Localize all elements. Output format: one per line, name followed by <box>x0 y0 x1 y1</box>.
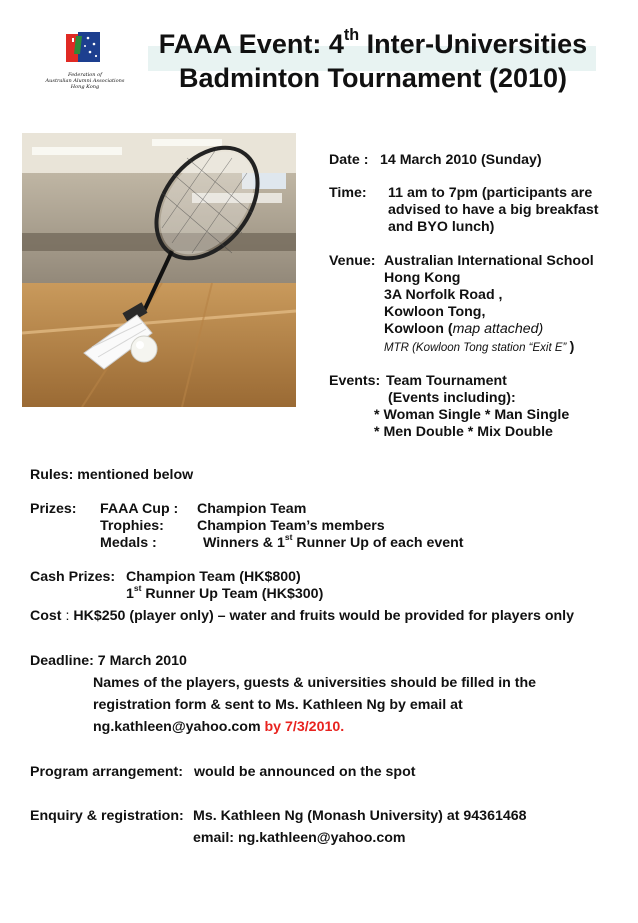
cash-label: Cash Prizes: <box>30 569 116 585</box>
deadline-heading: Deadline: 7 March 2010 <box>30 653 187 669</box>
prize-medals-pre: Winners & 1 <box>203 535 285 551</box>
venue-label: Venue: <box>329 253 376 269</box>
venue-map-note: map attached) <box>452 321 544 337</box>
cash-line-1: Champion Team (HK$800) <box>126 569 301 585</box>
venue-line-5 <box>384 321 543 338</box>
cost-line <box>30 608 574 625</box>
date-value: 14 March 2010 (Sunday) <box>380 152 542 168</box>
enquiry-label: Enquiry & registration: <box>30 808 184 824</box>
badminton-racket-shuttlecock-icon <box>22 133 296 407</box>
logo-line2: Australian Alumni Associations <box>45 78 125 84</box>
program-value: would be announced on the spot <box>194 764 416 780</box>
time-line-1: 11 am to 7pm (participants are <box>388 185 593 201</box>
logo-line1: Federation of <box>68 72 102 78</box>
events-line-3: * Woman Single * Man Single <box>374 407 570 423</box>
deadline-email: ng.kathleen@yahoo.com <box>93 719 265 735</box>
venue-line-3: 3A Norfolk Road , <box>384 287 503 303</box>
prize-trophies-name: Trophies: <box>100 518 164 534</box>
rules-text: Rules: mentioned below <box>30 467 194 483</box>
prize-medals-value <box>203 531 464 552</box>
badminton-photo <box>22 133 296 407</box>
venue-mtr-close: ) <box>569 339 575 355</box>
prize-medals-post: Runner Up of each event <box>292 535 464 551</box>
venue-mtr-text: MTR (Kowloon Tong station “Exit E” <box>384 342 570 354</box>
enquiry-value: Ms. Kathleen Ng (Monash University) at 94361468 <box>193 808 527 824</box>
cost-text: HK$250 (player only) – water and fruits would be provided for players only <box>73 608 574 624</box>
cash-line-2 <box>126 582 324 603</box>
events-line-4: * Men Double * Mix Double <box>374 424 553 440</box>
prizes-label: Prizes: <box>30 501 77 517</box>
enquiry-email: email: ng.kathleen@yahoo.com <box>193 830 406 846</box>
logo-line3: Hong Kong <box>70 84 100 90</box>
cash-line2-post: Runner Up Team (HK$300) <box>141 586 324 602</box>
venue-mtr <box>384 339 574 357</box>
events-label: Events: <box>329 373 381 389</box>
faaa-logo <box>45 32 125 96</box>
title-line2: Badminton Tournament (2010) <box>178 63 568 93</box>
events-line-2: (Events including): <box>388 390 516 406</box>
title-line1-suffix: Inter-Universities <box>359 29 588 59</box>
prize-cup-value: Champion Team <box>197 501 307 517</box>
venue-kowloon: Kowloon ( <box>384 321 453 337</box>
time-label: Time: <box>329 185 367 201</box>
title-line1-sup: th <box>343 25 360 44</box>
venue-line-2: Hong Kong <box>384 270 461 286</box>
date-label: Date : <box>329 152 369 168</box>
prize-cup-name: FAAA Cup : <box>100 501 179 517</box>
title-line1-prefix: FAAA Event: 4 <box>158 29 344 59</box>
program-label: Program arrangement: <box>30 764 183 780</box>
time-line-3: and BYO lunch) <box>388 219 495 235</box>
prize-medals-name: Medals : <box>100 535 157 551</box>
prize-trophies-value: Champion Team’s members <box>197 518 385 534</box>
prize-medals-sup: st <box>284 531 293 542</box>
deadline-line-3 <box>93 719 344 736</box>
faaa-logo-icon <box>50 32 120 66</box>
cash-line2-pre: 1 <box>126 586 134 602</box>
venue-line-1: Australian International School <box>384 253 594 269</box>
title-line1 <box>138 25 608 60</box>
cost-label: Cost <box>30 608 62 624</box>
cash-line2-sup: st <box>133 582 142 593</box>
events-line-1: Team Tournament <box>386 373 507 389</box>
time-line-2: advised to have a big breakfast <box>388 202 599 218</box>
deadline-line-1: Names of the players, guests & universities should be filled in the <box>93 675 537 691</box>
deadline-date-red: by 7/3/2010. <box>264 719 345 735</box>
venue-line-4: Kowloon Tong, <box>384 304 486 320</box>
cost-separator: : <box>61 608 74 624</box>
deadline-line-2: registration form & sent to Ms. Kathleen Ng by email at <box>93 697 463 713</box>
